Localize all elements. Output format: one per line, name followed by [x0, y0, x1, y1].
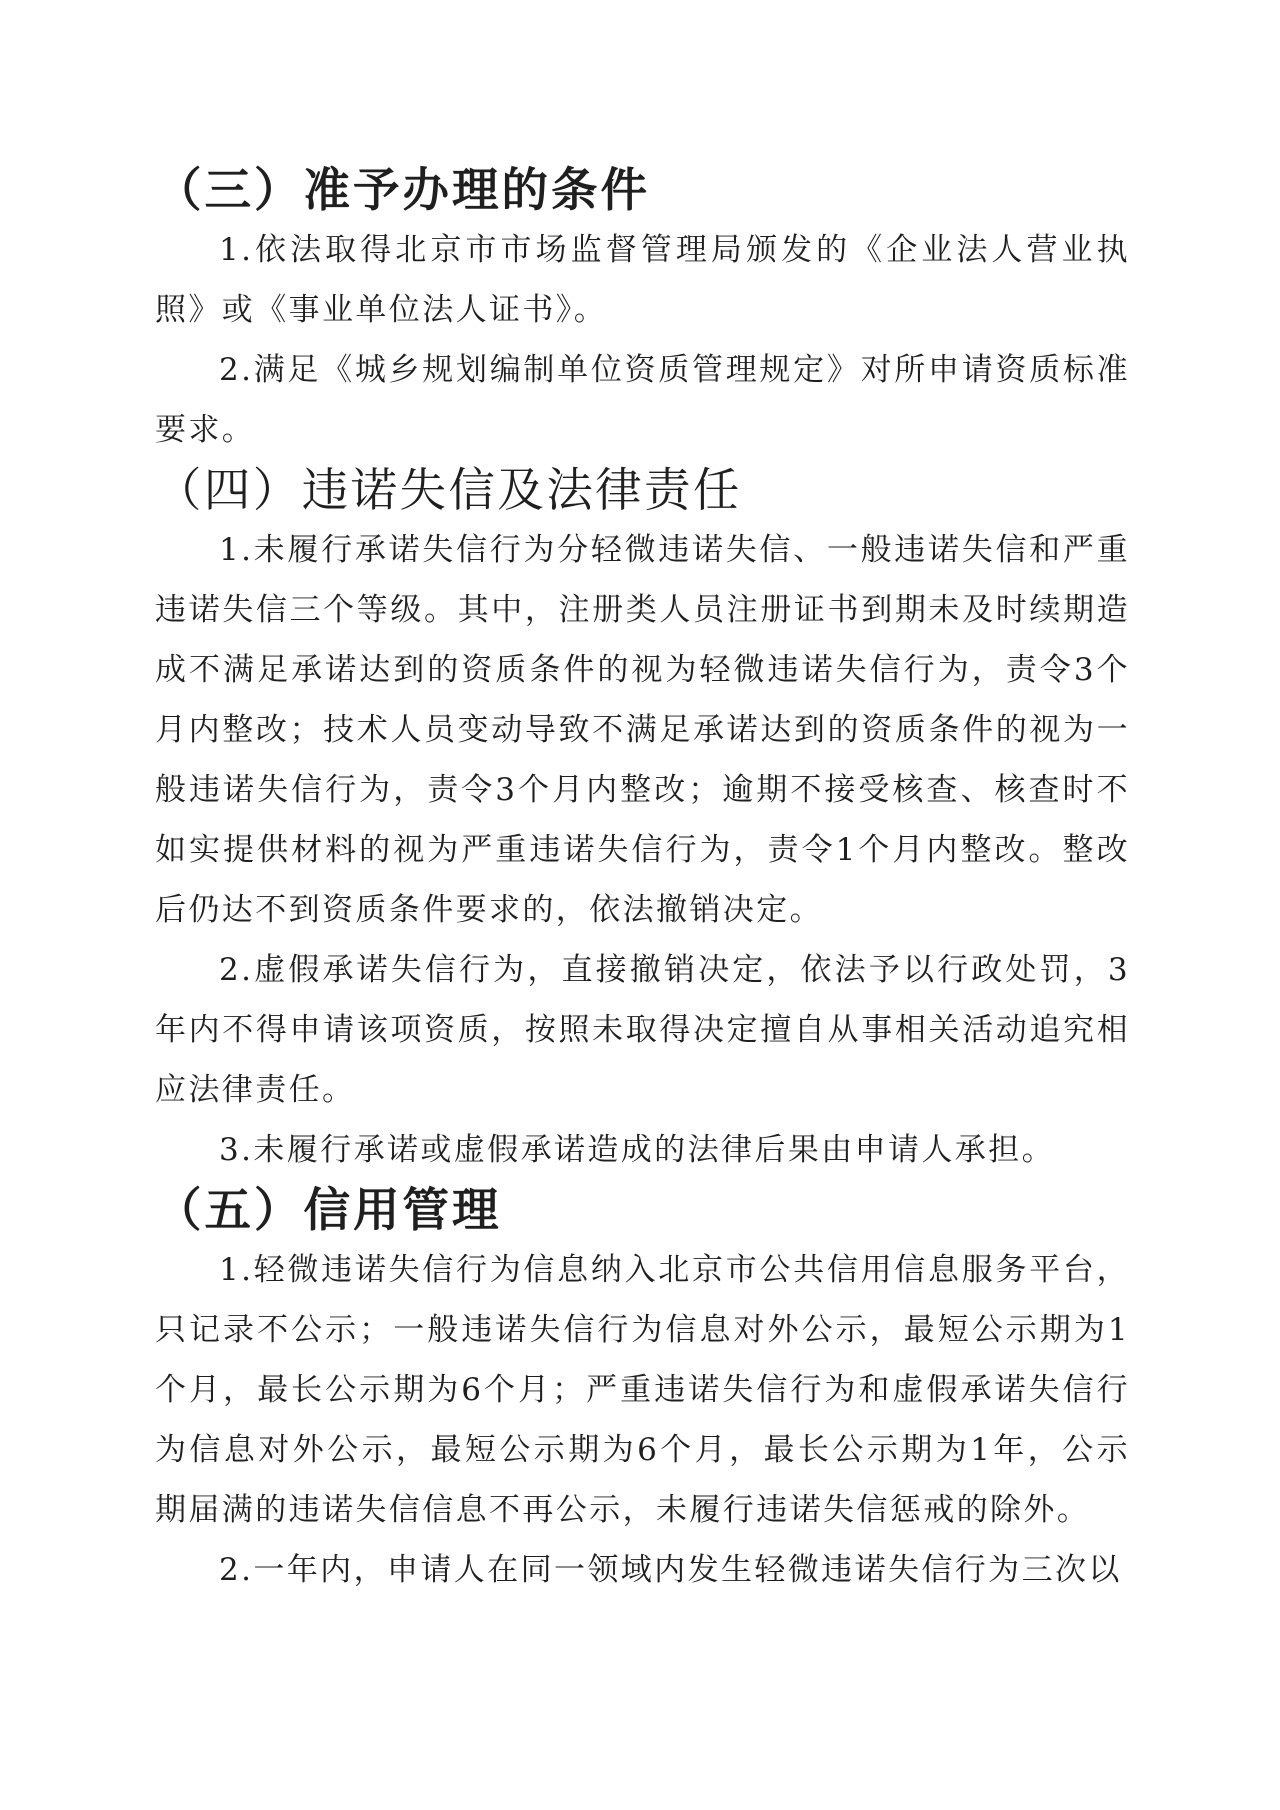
paragraph: 2.一年内，申请人在同一领域内发生轻微违诺失信行为三次以 [219, 1552, 1122, 1588]
section-heading: （三）准予办理的条件 [155, 162, 650, 217]
paragraph: 1.依法取得北京市市场监督管理局颁发的《企业法人营业执照》或《事业单位法人证书》。 [155, 232, 1130, 328]
paragraph: 2.满足《城乡规划编制单位资质管理规定》对所申请资质标准要求。 [155, 352, 1130, 448]
section-approval-conditions [155, 160, 1130, 460]
paragraph: 1.未履行承诺失信行为分轻微违诺失信、一般违诺失信和严重违诺失信三个等级。其中，注册类人员注册证书到期未及时续期造成不满足承诺达到的资质条件的视为轻微违诺失信行为，责令3个月内整改；技术人员变动导致不满足承诺达到的资质条件的视为一般违诺失信行为，责令3个月内整改；逾期不接受核查、核查时不如实提供材料的视为严重违诺失信行为，责令1个月内整改。整改后仍达不到资质条件要求的，依法撤销决定。 [155, 532, 1130, 928]
paragraph: 2.虚假承诺失信行为，直接撤销决定，依法予以行政处罚，3年内不得申请该项资质，按照未取得决定擅自从事相关活动追究相应法律责任。 [155, 952, 1130, 1108]
section-heading: （五）信用管理 [155, 1182, 502, 1237]
document-body [155, 160, 1130, 1600]
section-heading: （四）违诺失信及法律责任 [155, 463, 742, 517]
section-credit-management [155, 1180, 1130, 1600]
paragraph: 1.轻微违诺失信行为信息纳入北京市公共信用信息服务平台，只记录不公示；一般违诺失信行为信息对外公示，最短公示期为1个月，最长公示期为6个月；严重违诺失信行为和虚假承诺失信行为信息对外公示，最短公示期为6个月，最长公示期为1年，公示期届满的违诺失信信息不再公示，未履行违诺失信惩戒的除外。 [155, 1252, 1130, 1528]
section-breach-liability [155, 460, 1130, 1180]
paragraph: 3.未履行承诺或虚假承诺造成的法律后果由申请人承担。 [219, 1132, 1055, 1168]
